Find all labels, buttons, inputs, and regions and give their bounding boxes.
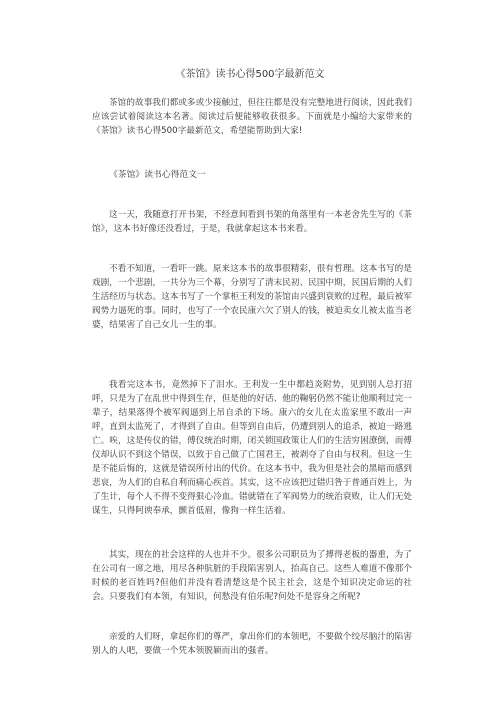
- intro-paragraph: 茶馆的故事我们都或多或少接触过，但往往都是没有完整地进行阅读，因此我们应该尝试着阅读这本名著。阅读过后便能够收获很多。下面就是小编给大家带来的《茶馆》读书心得500字最新范文，希望能帮助到大家!: [92, 98, 412, 136]
- body-paragraph-5: 亲爱的人们呀，拿起你们的尊严，拿出你们的本领吧，不要做个绞尽脑汁的陷害别人的人吧，要做一个凭本领脱颖而出的强者。: [92, 632, 412, 656]
- body-paragraph-3: 我看完这本书，竟然掉下了泪水。王利发一生中都趋炎附势，见到别人总打招呼，只是为了在乱世中得到生存，但是他的好话、他的鞠躬仍然不能让他顺利过完一辈子，结果落得个被军阀逼到上吊自杀的下场。康六的女儿在太监家里不敢出一声呼，直到太监死了，才得到了自由。但等到自由后，仍遭到别人的追杀，被迫一路逃亡。唉，这是传仪的错，傅仪统治时期，闭关锁国政策让人们的生活穷困潦倒，而傅仪却认识不到这个错误，以致于自己做了亡国君王，被剥夺了自由与权利。但这一生是不能后悔的，这就是错误所付出的代价。在这本书中，我为但是社会的黑暗而感到悲哀，为人们的自私自利而痛心疾首。其实，这不应该把过错归咎于普通百姓上，为了生计，每个人不得不变得狠心冷血。错就错在了军阀势力的统治衰败，让人们无处谋生，只得阿谀奉承，颤首低眉，像狗一样生活着。: [92, 380, 412, 516]
- body-paragraph-2: 不看不知道，一看吓一跳。原来这本书的故事很精彩，很有哲理。这本书写的是戏剧，一个悲剧，一共分为三个幕，分别写了清末民初、民国中期，民国后期的人们生活经历与状态。这本书写了一个掌柜王利发的茶馆由兴盛到衰败的过程，最后被军阀势力逼死的事。同时，也写了一个农民康六欠了别人的钱，被迫卖女儿被太监当老婆，结果害了自己女儿一生的事。: [92, 264, 412, 330]
- page-title: 《茶馆》读书心得500字最新范文: [175, 69, 325, 80]
- body-paragraph-1: 这一天，我随意打开书架，不经意间看到书架的角落里有一本老舍先生写的《茶馆》，这本书好像还没看过，于是，我就拿起这本书来看。: [92, 210, 412, 234]
- section-heading: 《茶馆》读书心得范文一: [109, 170, 206, 180]
- body-paragraph-4: 其实，现在的社会这样的人也并不少。很多公司职员为了搏得老板的器重，为了在公司有一席之地，用尽各种肮脏的手段陷害别人，抬高自己。这些人难道不像那个时候的老百姓吗?但他们并没有看清楚这是个民主社会，这是个知识决定命运的社会。只要我们有本领，有知识，何愁没有伯乐呢?何处不是容身之所呢?: [92, 550, 412, 602]
